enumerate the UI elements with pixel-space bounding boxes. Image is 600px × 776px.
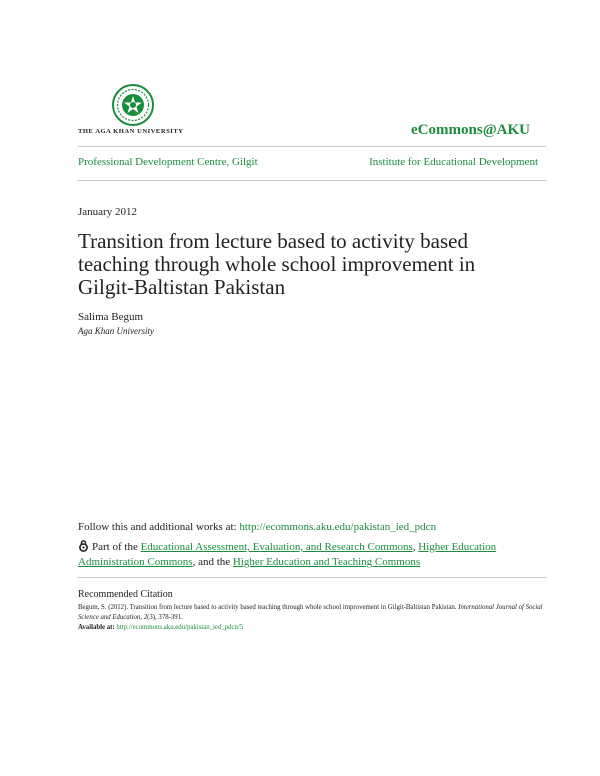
citation-volume: 2 bbox=[143, 614, 148, 621]
part-of-sep2: , and the bbox=[192, 556, 233, 568]
logo-text: THE AGA KHAN UNIVERSITY bbox=[78, 128, 184, 135]
aku-emblem-icon bbox=[112, 84, 154, 126]
citation-after-journal: , bbox=[140, 614, 144, 621]
author-name: Salima Begum bbox=[78, 311, 144, 323]
header-divider-bottom bbox=[78, 180, 546, 181]
publication-date: January 2012 bbox=[78, 206, 137, 218]
citation-divider bbox=[78, 577, 546, 578]
ecommons-brand-link[interactable]: eCommons@AKU bbox=[411, 122, 530, 138]
header-divider-top bbox=[78, 146, 546, 147]
part-of-line bbox=[78, 540, 548, 570]
part-of-sep1: , bbox=[412, 541, 419, 553]
part-of-prefix: Part of the bbox=[92, 541, 141, 553]
author-affiliation: Aga Khan University bbox=[78, 326, 154, 336]
recommended-citation-heading: Recommended Citation bbox=[78, 589, 173, 600]
department-link-pdc-gilgit[interactable]: Professional Development Centre, Gilgit bbox=[78, 156, 258, 168]
available-at-link[interactable]: http://ecommons.aku.edu/pakistan_ied_pdcn/5 bbox=[116, 624, 244, 631]
follow-prefix: Follow this and additional works at: bbox=[78, 521, 240, 533]
commons-link-educational-assessment[interactable]: Educational Assessment, Evaluation, and Research Commons bbox=[140, 541, 413, 553]
commons-link-higher-ed-teaching[interactable]: Higher Education and Teaching Commons bbox=[232, 556, 421, 568]
department-link-ied[interactable]: Institute for Educational Development bbox=[369, 156, 538, 168]
paper-title: Transition from lecture based to activity based teaching through whole school improvement in Gilgit-Baltistan Pakistan bbox=[78, 229, 476, 299]
available-at-label: Available at: bbox=[78, 624, 115, 631]
citation-main: Begum, S. (2012). Transition from lecture based to activity based teaching through whole school improvement in Gilgit-Baltistan Pakistan. bbox=[78, 604, 459, 611]
open-access-icon bbox=[78, 540, 89, 552]
citation-text bbox=[78, 603, 548, 633]
citation-journal: International Journal of Social Science and Education bbox=[78, 604, 543, 621]
follow-link[interactable]: http://ecommons.aku.edu/pakistan_ied_pdcn bbox=[239, 521, 437, 533]
follow-line bbox=[78, 521, 436, 533]
commons-link-higher-ed-admin[interactable]: Higher Education Administration Commons bbox=[78, 541, 497, 568]
university-logo bbox=[78, 82, 190, 138]
citation-rest: (3), 378-391. bbox=[147, 614, 183, 621]
